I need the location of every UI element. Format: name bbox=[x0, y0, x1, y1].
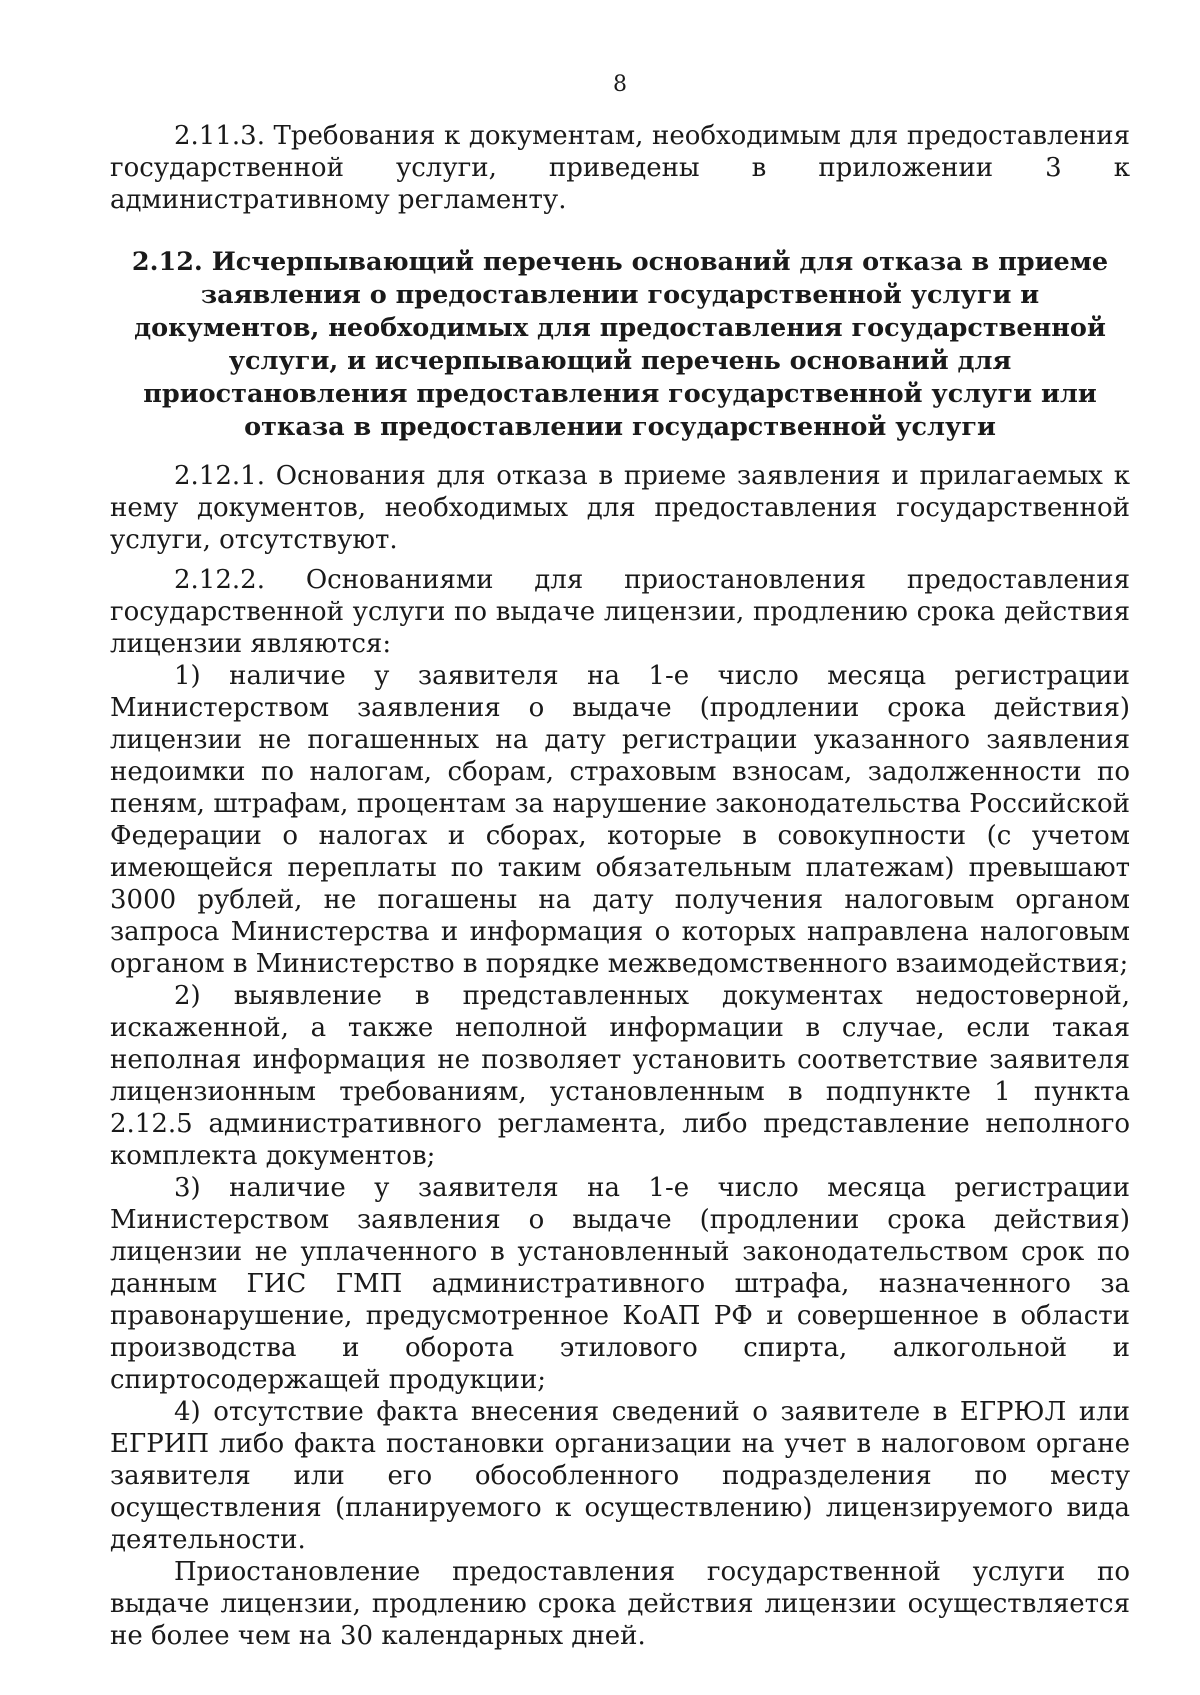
paragraph-2-12-1: 2.12.1. Основания для отказа в приеме заявления и прилагаемых к нему документов, необходимых для предоставления государственной услуги, отсутствуют. bbox=[110, 461, 1130, 555]
paragraph-2-12-2: 2.12.2. Основаниями для приостановления предоставления государственной услуги по выдаче лицензии, продлению срока действия лицензии являются: bbox=[110, 565, 1130, 659]
paragraph-2-11-3: 2.11.3. Требования к документам, необходимым для предоставления государственной услуги, приведены в приложении 3 к административному регламенту. bbox=[110, 121, 1130, 215]
section-heading-2-12: 2.12. Исчерпывающий перечень оснований для отказа в приеме заявления о предоставлении государственной услуги и документов, необходимых для предоставления государственной услуги, и исчерпывающий перечень оснований для приостановления предоставления государственной услуги или отказа в предоставлении государственной услуги bbox=[131, 247, 1109, 442]
spacer bbox=[110, 556, 1130, 564]
list-item-1: 1) наличие у заявителя на 1-е число месяца регистрации Министерством заявления о выдаче (продлении срока действия) лицензии не погашенных на дату регистрации указанного заявления недоимки по налогам, сборам, страховым взносам, задолженности по пеням, штрафам, процентам за нарушение законодательства Российской Федерации о налогах и сборах, которые в совокупности (с учетом имеющейся переплаты по таким обязательным платежам) превышают 3000 рублей, не погашены на дату получения налоговым органом запроса Министерства и информация о которых направлена налоговым органом в Министерство в порядке межведомственного взаимодействия; bbox=[110, 661, 1130, 979]
list-item-3: 3) наличие у заявителя на 1-е число месяца регистрации Министерством заявления о выдаче (продлении срока действия) лицензии не уплаченного в установленный законодательством срок по данным ГИС ГМП административного штрафа, назначенного за правонарушение, предусмотренное КоАП РФ и совершенное в области производства и оборота этилового спирта, алкогольной и спиртосодержащей продукции; bbox=[110, 1173, 1130, 1395]
list-item-4: 4) отсутствие факта внесения сведений о заявителе в ЕГРЮЛ или ЕГРИП либо факта постановки организации на учет в налоговом органе заявителя или его обособленного подразделения по месту осуществления (планируемого к осуществлению) лицензируемого вида деятельности. bbox=[110, 1397, 1130, 1555]
document-body bbox=[110, 120, 1130, 1652]
page-number: 8 bbox=[613, 72, 627, 97]
paragraph-suspension-note: Приостановление предоставления государственной услуги по выдаче лицензии, продлению срока действия лицензии осуществляется не более чем на 30 календарных дней. bbox=[110, 1557, 1130, 1651]
list-item-2: 2) выявление в представленных документах недостоверной, искаженной, а также неполной информации в случае, если такая неполная информация не позволяет установить соответствие заявителя лицензионным требованиям, установленным в подпункте 1 пункта 2.12.5 административного регламента, либо представление неполного комплекта документов; bbox=[110, 981, 1130, 1171]
